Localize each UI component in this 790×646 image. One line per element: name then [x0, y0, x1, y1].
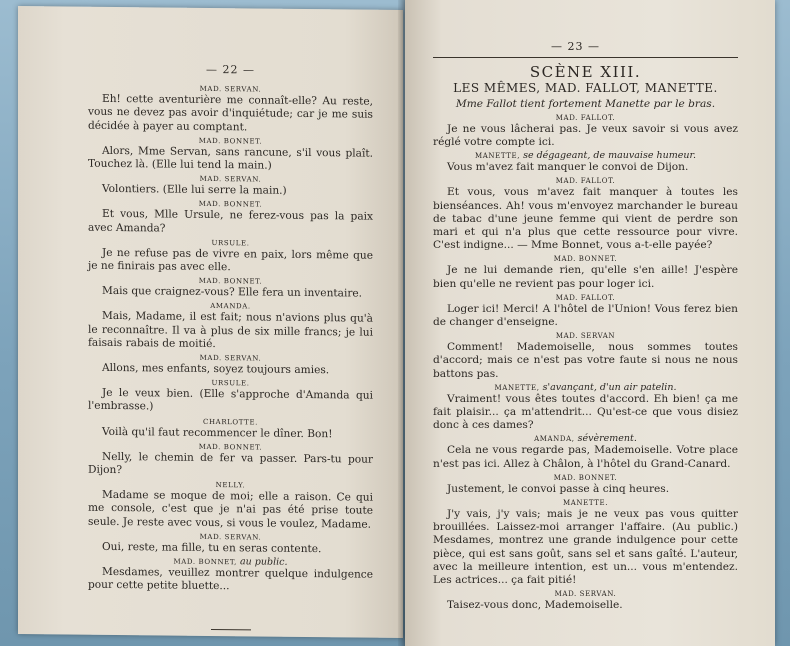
speaker-name: [433, 383, 738, 393]
speaker-label: MANETTE.: [562, 499, 609, 508]
speaker-label: AMANDA,: [534, 435, 575, 444]
speaker-name: [433, 498, 738, 508]
speaker-label: URSULE.: [211, 238, 250, 248]
dialogue-line: Vous m'avez fait manquer le convoi de Dijon.: [447, 161, 689, 174]
dialogue-line: Alors, Mme Servan, sans rancune, s'il vous plaît. Touchez là. (Elle lui tend la main.): [88, 144, 373, 172]
dialogue-line: Mais, Madame, il est fait; nous n'avions plus qu'à le reconnaître. Il va à plus de six mille francs; je lui faisais rabais de moitié.: [88, 310, 373, 350]
speaker-name: [433, 589, 738, 599]
speaker-direction: s'avançant, d'un air patelin.: [539, 381, 677, 393]
speaker-label: MAD. SERVAN.: [199, 353, 262, 363]
scene-title: SCÈNE XIII.: [529, 63, 642, 82]
speaker-name: [433, 113, 738, 123]
dialogue-line: Voilà qu'il faut recommencer le dîner. Bon!: [102, 425, 333, 440]
stage-direction: Mme Fallot tient fortement Manette par le bras.: [455, 97, 716, 110]
dialogue-line: Allons, mes enfants, soyez toujours amies.: [102, 361, 330, 377]
speaker-name: [433, 151, 738, 161]
speaker-name: [433, 176, 738, 186]
speaker-label: URSULE.: [211, 379, 250, 388]
scene-characters: LES MÊMES, MAD. FALLOT, MANETTE.: [453, 81, 718, 96]
dialogue-line: J'y vais, j'y vais; mais je ne veux pas vous quitter brouillées. Laissez-moi arranger l'affaire. (Au public.) Mesdames, montrez une grande indulgence pour cette pièce, qui est sans goût, sans sel et sans gaîté. L'auteur, avec la meilleure intention, est un... vous m'entendez. Les actrices... ça fait pitié!: [433, 508, 738, 587]
dialogue-line: Je ne lui demande rien, qu'elle s'en aille! J'espère bien qu'elle ne revient pas pour loger ici.: [433, 264, 738, 290]
speaker-label: MAD. BONNET.: [198, 442, 263, 452]
speaker-label: MAD. SERVAN.: [199, 532, 262, 542]
speaker-label: MAD. FALLOT.: [555, 113, 616, 122]
dialogue-line: Mesdames, veuillez montrer quelque indulgence pour cette petite bluette...: [88, 565, 373, 593]
speaker-direction: sévèrement.: [574, 433, 637, 445]
page-number: — 22 —: [206, 62, 255, 77]
dialogue-line: Vraiment! vous êtes toutes d'accord. Eh bien! ça me fait plaisir... ça m'attendrit... Qu'est-ce que vous disiez donc à ces dames?: [433, 392, 738, 432]
speaker-label: MAD. BONNET,: [173, 557, 237, 567]
dialogue-line: Nelly, le chemin de fer va passer. Pars-tu pour Dijon?: [88, 450, 373, 477]
speaker-label: MAD. SERVAN.: [199, 175, 262, 184]
speaker-name: [433, 254, 738, 264]
speaker-label: NELLY.: [215, 481, 246, 490]
speaker-name: [433, 434, 738, 444]
speaker-direction: se dégageant, de mauvaise humeur.: [520, 150, 696, 162]
dialogue-line: Je ne vous lâcherai pas. Je veux savoir si vous avez réglé votre compte ici.: [433, 122, 738, 149]
header-rule: [433, 57, 738, 58]
speaker-label: MAD. BONNET.: [198, 277, 263, 286]
right-page-content: [433, 40, 738, 613]
speaker-label: MAD. SERVAN.: [199, 85, 262, 94]
dialogue-line: Je ne refuse pas de vivre en paix, lors même que je ne finirais pas avec elle.: [88, 246, 373, 274]
speaker-label: AMANDA.: [210, 302, 251, 311]
dialogue-line: Loger ici! Merci! A l'hôtel de l'Union! Vous ferez bien de changer d'enseigne.: [433, 302, 738, 329]
speaker-name: [433, 331, 738, 341]
right-page: [405, 0, 775, 646]
dialogue-list: [88, 83, 373, 595]
speaker-label: MANETTE,: [475, 152, 521, 161]
speaker-label: MAD. BONNET.: [553, 255, 618, 264]
speaker-name: [433, 293, 738, 303]
speaker-label: MAD. SERVAN: [555, 332, 616, 341]
dialogue-line: Comment! Mademoiselle, nous sommes toutes d'accord; mais ce n'est pas votre faute si nous ne nous battons pas.: [433, 341, 738, 380]
dialogue-line: Mais que craignez-vous? Elle fera un inventaire.: [102, 285, 363, 300]
left-page-content: [88, 62, 373, 632]
dialogue-line: Volontiers. (Elle lui serre la main.): [102, 183, 287, 198]
left-page: [18, 6, 403, 638]
speaker-name: [433, 473, 738, 483]
dialogue-line: Taisez-vous donc, Mademoiselle.: [447, 599, 623, 612]
end-divider: [211, 629, 251, 630]
speaker-label: MANETTE,: [494, 383, 540, 392]
dialogue-line: Cela ne vous regarde pas, Mademoiselle. Votre place n'est pas ici. Allez à Châlon, à l'hôtel du Grand-Canard.: [433, 444, 738, 470]
speaker-label: CHARLOTTE.: [203, 417, 258, 427]
speaker-direction: au public.: [236, 556, 288, 568]
dialogue-line: Justement, le convoi passe à cinq heures.: [447, 482, 670, 495]
speaker-label: MAD. SERVAN.: [554, 590, 617, 599]
speaker-label: MAD. FALLOT.: [555, 177, 616, 186]
speaker-label: MAD. BONNET.: [553, 473, 618, 482]
dialogue-line: Et vous, vous m'avez fait manquer à toutes les bienséances. Ah! vous m'envoyez marchander le bureau de tabac d'une jeune femme qui vient de perdre son mari et qui n'a plus que cette ressource pour vivre. C'est indigne... — Mme Bonnet, vous a-t-elle payée?: [433, 186, 738, 252]
dialogue-line: Je le veux bien. (Elle s'approche d'Amanda qui l'embrasse.): [88, 387, 373, 413]
dialogue-line: Oui, reste, ma fille, tu en seras contente.: [102, 540, 322, 556]
speaker-label: MAD. BONNET.: [198, 136, 263, 146]
dialogue-list: [433, 113, 738, 613]
page-number: — 23 —: [551, 40, 600, 53]
dialogue-line: Et vous, Mlle Ursule, ne ferez-vous pas la paix avec Amanda?: [88, 208, 373, 235]
speaker-label: MAD. BONNET.: [198, 200, 263, 209]
dialogue-line: Madame se moque de moi; elle a raison. Ce qui me console, c'est que je n'ai pas été prise toute seule. Je reste avec vous, si vous le voulez, Madame.: [88, 489, 373, 531]
dialogue-line: Eh! cette aventurière me connaît-elle? Au reste, vous ne devez pas avoir d'inquiétude; car je me suis décidée à payer au comptant.: [88, 93, 373, 133]
speaker-label: MAD. FALLOT.: [555, 293, 616, 302]
